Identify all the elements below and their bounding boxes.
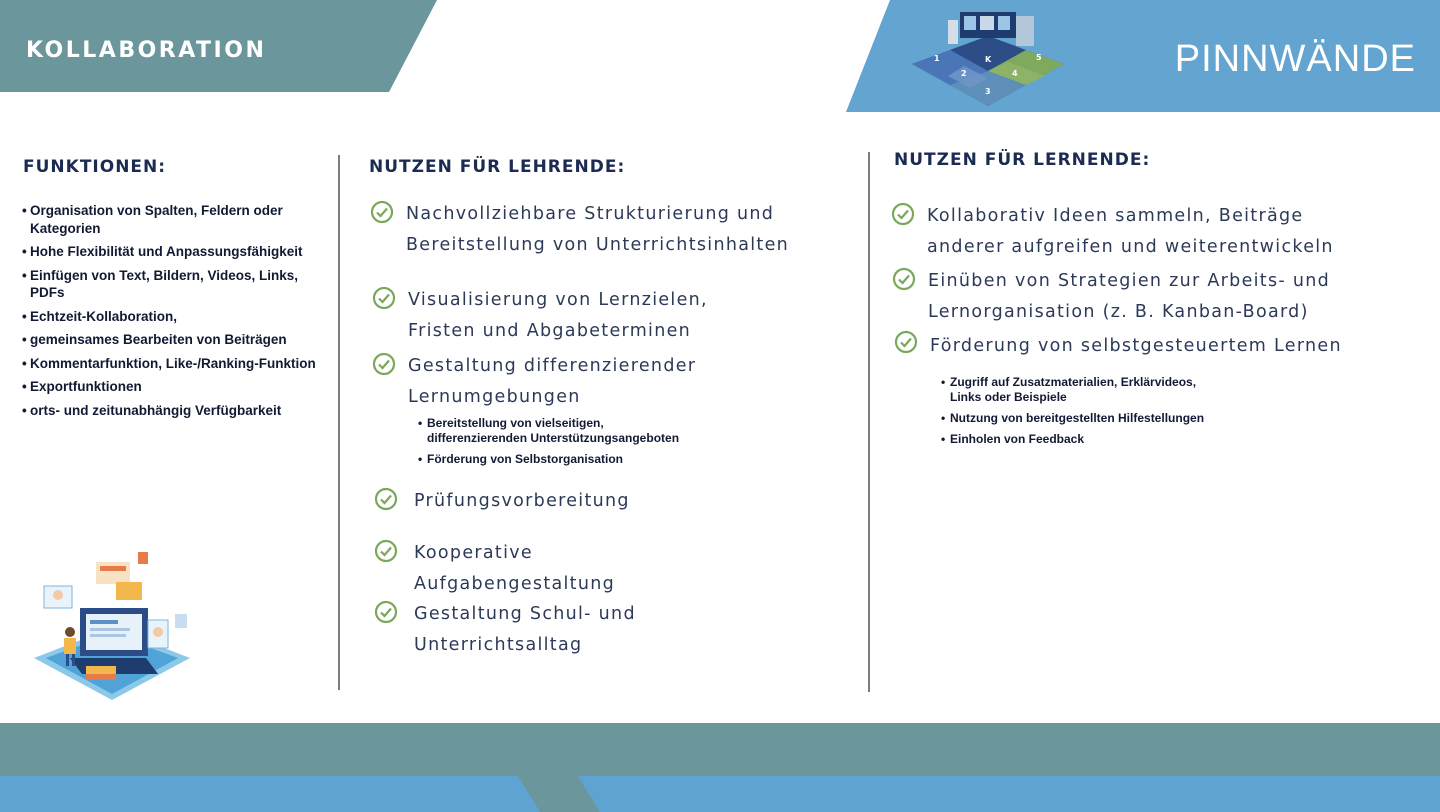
learner-sub-list — [941, 375, 1204, 453]
learner-benefit-line2: Lernorganisation (z. B. Kanban-Board) — [928, 301, 1309, 322]
teacher-sub-item-line1: • Bereitstellung von vielseitigen, — [427, 416, 604, 430]
learners-heading: NUTZEN FÜR LERNENDE: — [894, 150, 1151, 170]
check-circle-icon — [894, 330, 918, 354]
function-item: • Echtzeit-Kollaboration, — [22, 308, 322, 326]
learner-benefit-line1: Förderung von selbstgesteuertem Lernen — [930, 336, 1342, 356]
footer-band — [0, 723, 1440, 812]
function-item: • orts- und zeitunabhängig Verfügbarkeit — [22, 402, 322, 420]
learner-benefit-line2: anderer aufgreifen und weiterentwickeln — [927, 236, 1334, 257]
function-item: • gemeinsames Bearbeiten von Beiträgen — [22, 331, 322, 349]
function-item: • Hohe Flexibilität und Anpassungsfähigkeit — [22, 243, 322, 261]
teacher-benefit-line1: Kooperative — [414, 543, 533, 563]
teacher-benefit-line1: Visualisierung von Lernzielen, — [408, 290, 708, 310]
check-circle-icon — [372, 352, 396, 376]
footer-shape — [0, 723, 1440, 812]
badge-number-3: 3 — [985, 87, 991, 96]
badge-number-5: 5 — [1036, 53, 1042, 62]
teacher-benefit-line2: Fristen und Abgabeterminen — [408, 320, 692, 341]
check-circle-icon — [374, 600, 398, 624]
teacher-sub-item — [418, 416, 679, 446]
functions-heading: FUNKTIONEN: — [23, 157, 167, 177]
learner-sub-item-line2: Links oder Beispiele — [950, 390, 1067, 404]
learner-benefit-line1: Einüben von Strategien zur Arbeits- und — [928, 271, 1331, 291]
badge-number-2: 2 — [961, 69, 967, 78]
learner-sub-item — [941, 411, 1204, 426]
column-divider-left — [338, 155, 340, 690]
header-left-band — [0, 0, 440, 92]
badge-letter-k: K — [985, 55, 992, 64]
learner-benefit-line1: Kollaborativ Ideen sammeln, Beiträge — [927, 206, 1304, 226]
teacher-benefit-line2: Lernumgebungen — [408, 386, 581, 407]
section-title: KOLLABORATION — [26, 38, 267, 63]
teacher-benefit-line1: Gestaltung differenzierender — [408, 356, 697, 376]
teacher-sub-list — [418, 416, 679, 473]
teacher-sub-item-line1: • Förderung von Selbstorganisation — [427, 452, 624, 466]
learner-sub-item-line1: • Nutzung von bereitgestellten Hilfestellungen — [950, 411, 1205, 425]
teacher-benefit-line2: Aufgabengestaltung — [414, 573, 616, 594]
function-item: • Exportfunktionen — [22, 378, 322, 396]
function-item: • Einfügen von Text, Bildern, Videos, Links, PDFs — [22, 267, 322, 302]
check-circle-icon — [372, 286, 396, 310]
check-circle-icon — [370, 200, 394, 224]
framework-badge-icon — [908, 6, 1068, 110]
learner-sub-item-line1: • Einholen von Feedback — [950, 432, 1085, 446]
teacher-sub-item-line2: differenzierenden Unterstützungsangeboten — [427, 431, 680, 445]
check-circle-icon — [892, 267, 916, 291]
learner-sub-item — [941, 375, 1204, 405]
column-divider-right — [868, 152, 870, 692]
function-item: • Kommentarfunktion, Like-/Ranking-Funktion — [22, 355, 322, 373]
badge-number-1: 1 — [934, 54, 940, 63]
function-item: • Organisation von Spalten, Feldern oder Kategorien — [22, 202, 322, 237]
collaboration-illustration-icon — [30, 548, 195, 703]
teacher-benefit-line2: Bereitstellung von Unterrichtsinhalten — [406, 234, 790, 255]
learner-sub-item-line1: • Zugriff auf Zusatzmaterialien, Erklärvideos, — [950, 375, 1197, 389]
teachers-heading: NUTZEN FÜR LEHRENDE: — [369, 157, 626, 177]
topic-title: PINNWÄNDE — [1174, 38, 1416, 80]
teacher-benefit-line2: Unterrichtsalltag — [414, 634, 583, 655]
check-circle-icon — [891, 202, 915, 226]
check-circle-icon — [374, 539, 398, 563]
teacher-benefit-line1: Nachvollziehbare Strukturierung und — [406, 204, 775, 224]
check-circle-icon — [374, 487, 398, 511]
badge-number-4: 4 — [1012, 69, 1018, 78]
teacher-benefit-line1: Gestaltung Schul- und — [414, 604, 636, 624]
teacher-benefit-line1: Prüfungsvorbereitung — [414, 491, 630, 511]
functions-list — [22, 202, 322, 425]
teacher-sub-item — [418, 452, 679, 467]
learner-sub-item — [941, 432, 1204, 447]
